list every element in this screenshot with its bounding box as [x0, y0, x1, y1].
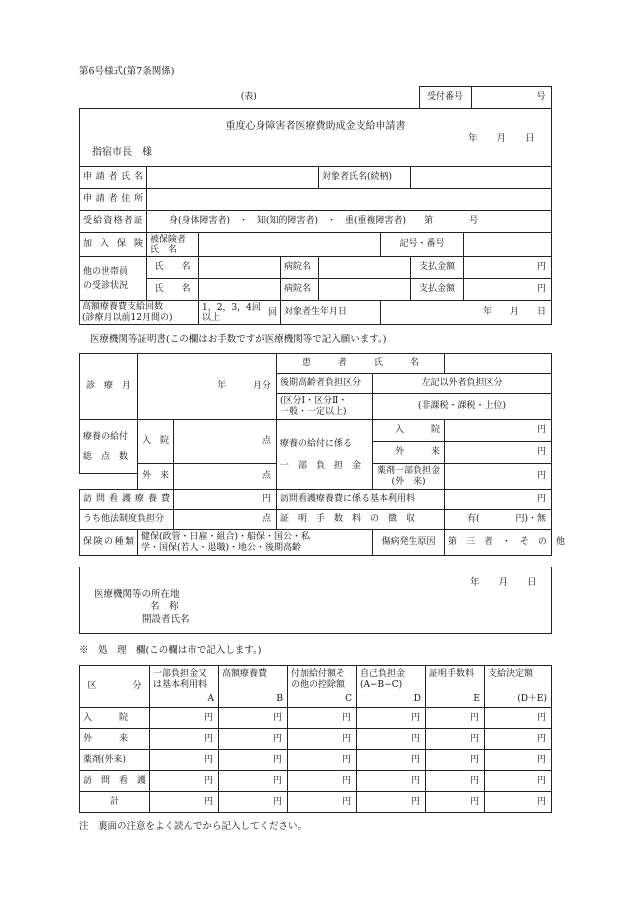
birth-date-label: 対象者生年月日 [281, 301, 381, 325]
process-header-5: 証明手数料 E [426, 666, 485, 708]
process-header-2: 高額療養費 B [219, 666, 288, 708]
process-cell[interactable]: 円 [288, 708, 357, 729]
member1-paid-label: 支払金額 [411, 257, 464, 279]
patient-name-label: 患 者 氏 名 [277, 354, 445, 374]
receipt-number-field[interactable]: 号 [471, 87, 551, 109]
process-cell[interactable]: 円 [219, 729, 288, 750]
process-cell[interactable]: 円 [288, 792, 357, 813]
applicant-name-field[interactable] [147, 167, 319, 189]
cert-fee-label: 証 明 手 数 料 の 徴 収 [277, 510, 445, 530]
institution-box [79, 567, 552, 634]
process-cell[interactable]: 円 [150, 708, 219, 729]
process-cell[interactable]: 円 [150, 792, 219, 813]
visit-fee-field[interactable]: 円 [445, 490, 552, 510]
process-cell[interactable]: 円 [150, 729, 219, 750]
process-cell[interactable]: 円 [219, 708, 288, 729]
copay-inpatient-field[interactable]: 円 [445, 420, 552, 442]
process-cell[interactable]: 円 [288, 729, 357, 750]
title-box [79, 108, 552, 167]
process-cell[interactable]: 円 [426, 792, 485, 813]
process-row-label: 入 院 [80, 708, 150, 729]
other-law-label: うち他法制度負担分 [80, 510, 174, 530]
process-cell[interactable]: 円 [288, 771, 357, 792]
process-cell[interactable]: 円 [357, 750, 426, 771]
applicant-address-label: 申請者住所 [80, 189, 147, 211]
process-cell[interactable]: 円 [150, 750, 219, 771]
member2-name-label: 氏 名 [147, 279, 199, 301]
process-cell[interactable]: 円 [485, 771, 552, 792]
process-row-label: 薬剤(外来) [80, 750, 150, 771]
member2-hospital-field[interactable] [319, 279, 411, 301]
process-row-label: 訪 問 看 護 [80, 771, 150, 792]
institution-founder-label: 開設者氏名 [142, 614, 190, 625]
member2-paid-field[interactable]: 円 [464, 279, 552, 301]
process-header-6: 支給決定額 (D＋E) [485, 666, 552, 708]
process-cell[interactable]: 円 [288, 750, 357, 771]
insurance-type-options[interactable]: 健保(政管・日雇・組合)・船保・国公・私 学・国保(若人・退職)・地公・後期高齢 [138, 530, 373, 556]
insured-name-label: 被保険者 氏 名 [147, 233, 199, 257]
process-cell[interactable]: 円 [426, 771, 485, 792]
process-header-0: 区 分 [80, 666, 150, 708]
copay-label: 療養の給付に係る 一 部 負 担 金 [277, 420, 373, 490]
process-cell[interactable]: 円 [357, 729, 426, 750]
target-name-field[interactable] [411, 167, 552, 189]
points-outpatient-field[interactable]: 点 [174, 464, 277, 490]
form-number-label: 第6号様式(第7条関係) [79, 66, 175, 77]
points-inpatient-label: 入 院 [138, 420, 174, 464]
insurance-label: 加入保険 [80, 233, 147, 257]
application-date[interactable]: 年 月 日 [468, 133, 535, 144]
member2-paid-label: 支払金額 [411, 279, 464, 301]
visit-fee-label: 訪問看護療養費に係る基本利用料 [277, 490, 445, 510]
member1-name-field[interactable] [199, 257, 281, 279]
points-outpatient-label: 外 来 [138, 464, 174, 490]
other-members-label: 他の世帯員 の受診状況 [80, 257, 147, 301]
member2-name-field[interactable] [199, 279, 281, 301]
process-cell[interactable]: 円 [485, 729, 552, 750]
institution-name-label: 名 称 [150, 601, 179, 612]
certificate-type-field[interactable]: 身(身体障害者) ・ 知(知的障害者) ・ 重(重複障害者) 第 号 [147, 211, 552, 233]
patient-name-field[interactable] [445, 354, 552, 374]
birth-date-field[interactable]: 年 月 日 [381, 301, 552, 325]
drug-copay-label: 薬剤一部負担金 (外 来) [373, 464, 445, 490]
process-cell[interactable]: 円 [426, 729, 485, 750]
copay-inpatient-label: 入 院 [373, 420, 445, 442]
target-name-label: 対象者氏名(続柄) [319, 167, 411, 189]
process-row [80, 750, 552, 771]
process-cell[interactable]: 円 [485, 708, 552, 729]
process-row [80, 729, 552, 750]
copay-outpatient-label: 外 来 [373, 442, 445, 464]
process-cell[interactable]: 円 [357, 792, 426, 813]
total-points-label: 療養の給付 総 点 数 [80, 420, 138, 474]
elder-burden-options[interactable]: (区分Ⅰ・区分Ⅱ・ 一般・一定以上) [277, 394, 373, 420]
other-burden-options[interactable]: (非課税・課税・上位) [373, 394, 552, 420]
addressee: 指宿市長 様 [92, 147, 152, 158]
high-cost-count-field[interactable]: 1，2，3，4回 以上 回 [199, 301, 281, 325]
injury-cause-options[interactable]: 第 三 者 ・ そ の 他 [445, 530, 552, 556]
process-cell[interactable]: 円 [485, 750, 552, 771]
other-law-field[interactable]: 点 [174, 510, 277, 530]
applicant-name-label: 申請者氏名 [80, 167, 147, 189]
process-header-4: 自己負担金 (A−B−C) D [357, 666, 426, 708]
process-cell[interactable]: 円 [485, 792, 552, 813]
applicant-table [79, 166, 552, 325]
drug-copay-field[interactable]: 円 [445, 464, 552, 490]
elder-burden-label: 後期高齢者負担区分 [277, 374, 373, 394]
front-label: (表) [240, 92, 257, 102]
member1-name-label: 氏 名 [147, 257, 199, 279]
process-row-label: 計 [80, 792, 150, 813]
certificate-note: 医療機関等証明書(この欄はお手数ですが医療機関等で記入願います。) [90, 334, 387, 345]
process-cell[interactable]: 円 [426, 750, 485, 771]
treatment-month-field[interactable]: 年 月分 [138, 354, 277, 420]
member2-hospital-label: 病院名 [281, 279, 319, 301]
process-cell[interactable]: 円 [219, 792, 288, 813]
symbol-number-field[interactable] [464, 233, 552, 257]
medical-certificate-table [79, 353, 566, 556]
visit-nursing-label: 訪問看護療養費 [80, 490, 174, 510]
cert-fee-field[interactable]: 有( 円)・無 [445, 510, 552, 530]
process-cell[interactable]: 円 [150, 771, 219, 792]
process-row [80, 771, 552, 792]
other-burden-label: 左記以外者負担区分 [373, 374, 552, 394]
process-header-3: 付加給付額そ の他の控除額 C [288, 666, 357, 708]
points-inpatient-field[interactable]: 点 [174, 420, 277, 464]
process-row [80, 792, 552, 813]
copay-outpatient-field[interactable]: 円 [445, 442, 552, 464]
institution-location-label: 医療機関等の所在地 [94, 589, 180, 600]
applicant-address-field[interactable] [147, 189, 552, 211]
process-header-1: 一部負担金又 は基本利用料 A [150, 666, 219, 708]
insurance-type-label: 保険の種類 [80, 530, 138, 556]
insured-name-field[interactable] [199, 233, 381, 257]
member1-paid-field[interactable]: 円 [464, 257, 552, 279]
process-cell[interactable]: 円 [357, 708, 426, 729]
form-title: 重度心身障害者医療費助成金支給申請書 [225, 121, 406, 132]
process-cell[interactable]: 円 [357, 771, 426, 792]
receipt-number-label: 受付番号 [419, 87, 471, 109]
processing-table [79, 665, 552, 813]
process-cell[interactable]: 円 [219, 771, 288, 792]
header-table [79, 86, 552, 109]
certificate-label: 受給資格者証 [80, 211, 147, 233]
processing-note: ※ 処 理 欄(この欄は市で記入します。) [79, 645, 262, 656]
process-cell[interactable]: 円 [426, 708, 485, 729]
certificate-date[interactable]: 年 月 日 [470, 577, 537, 588]
member1-hospital-field[interactable] [319, 257, 411, 279]
process-row-label: 外 来 [80, 729, 150, 750]
process-cell[interactable]: 円 [219, 750, 288, 771]
injury-cause-label: 傷病発生原因 [373, 530, 445, 556]
visit-nursing-field[interactable]: 円 [174, 490, 277, 510]
footer-note: 注 裏面の注意をよく読んでから記入してください。 [79, 821, 308, 832]
process-row [80, 708, 552, 729]
treatment-month-label: 診 療 月 [80, 354, 138, 420]
member1-hospital-label: 病院名 [281, 257, 319, 279]
high-cost-count-label: 高額療養費支給回数 (診療月以前12月間の) [80, 301, 199, 325]
symbol-number-label: 記号・番号 [381, 233, 464, 257]
